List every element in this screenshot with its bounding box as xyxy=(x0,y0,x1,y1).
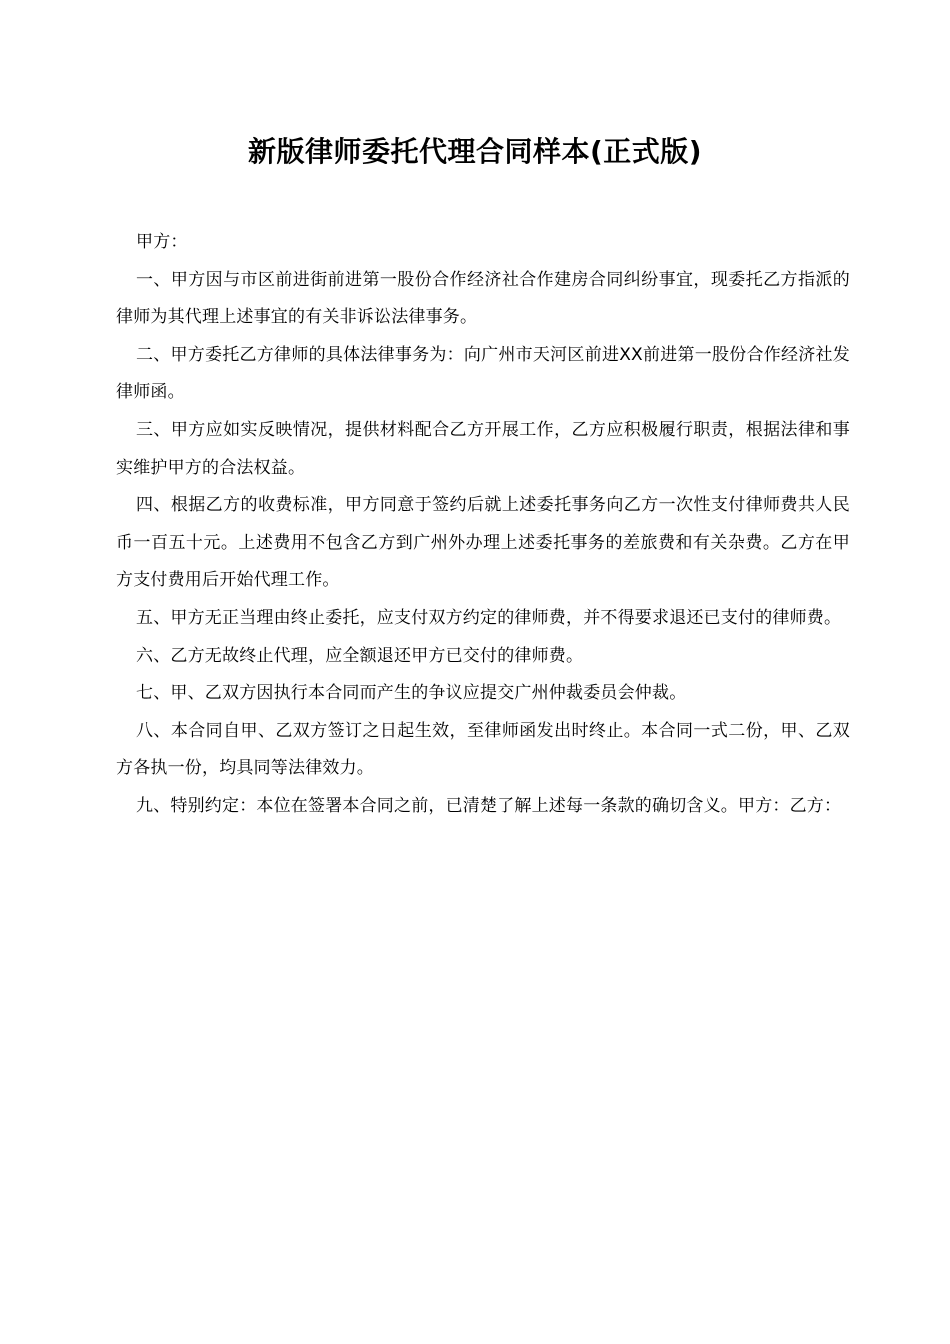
party-a-label: 甲方： xyxy=(136,232,188,252)
clause-2: 二、甲方委托乙方律师的具体法律事务为：向广州市天河区前进XX前进第一股份合作经济社发律师函。 xyxy=(116,344,850,403)
clause-6: 六、乙方无故终止代理，应全额退还甲方已交付的律师费。 xyxy=(136,645,584,666)
clause-4: 四、根据乙方的收费标准，甲方同意于签约后就上述委托事务向乙方一次性支付律师费共人民币一百五十元。上述费用不包含乙方到广州外办理上述委托事务的差旅费和有关杂费。乙方在甲方支付费用后开始代理工作。 xyxy=(116,495,850,591)
clause-9: 九、特别约定：本位在签署本合同之前，已清楚了解上述每一条款的确切含义。甲方：乙方： xyxy=(136,795,842,816)
clause-5: 五、甲方无正当理由终止委托，应支付双方约定的律师费，并不得要求退还已支付的律师费。 xyxy=(136,607,842,628)
clause-1: 一、甲方因与市区前进街前进第一股份合作经济社合作建房合同纠纷事宜，现委托乙方指派的律师为其代理上述事宜的有关非诉讼法律事务。 xyxy=(116,269,850,328)
clause-3: 三、甲方应如实反映情况，提供材料配合乙方开展工作，乙方应积极履行职责，根据法律和事实维护甲方的合法权益。 xyxy=(116,419,850,478)
clause-8: 八、本合同自甲、乙双方签订之日起生效，至律师函发出时终止。本合同一式二份，甲、乙双方各执一份，均具同等法律效力。 xyxy=(116,720,850,779)
clause-7: 七、甲、乙双方因执行本合同而产生的争议应提交广州仲裁委员会仲裁。 xyxy=(136,683,687,704)
document-body xyxy=(116,224,850,826)
document-title: 新版律师委托代理合同样本(正式版) xyxy=(247,135,703,168)
